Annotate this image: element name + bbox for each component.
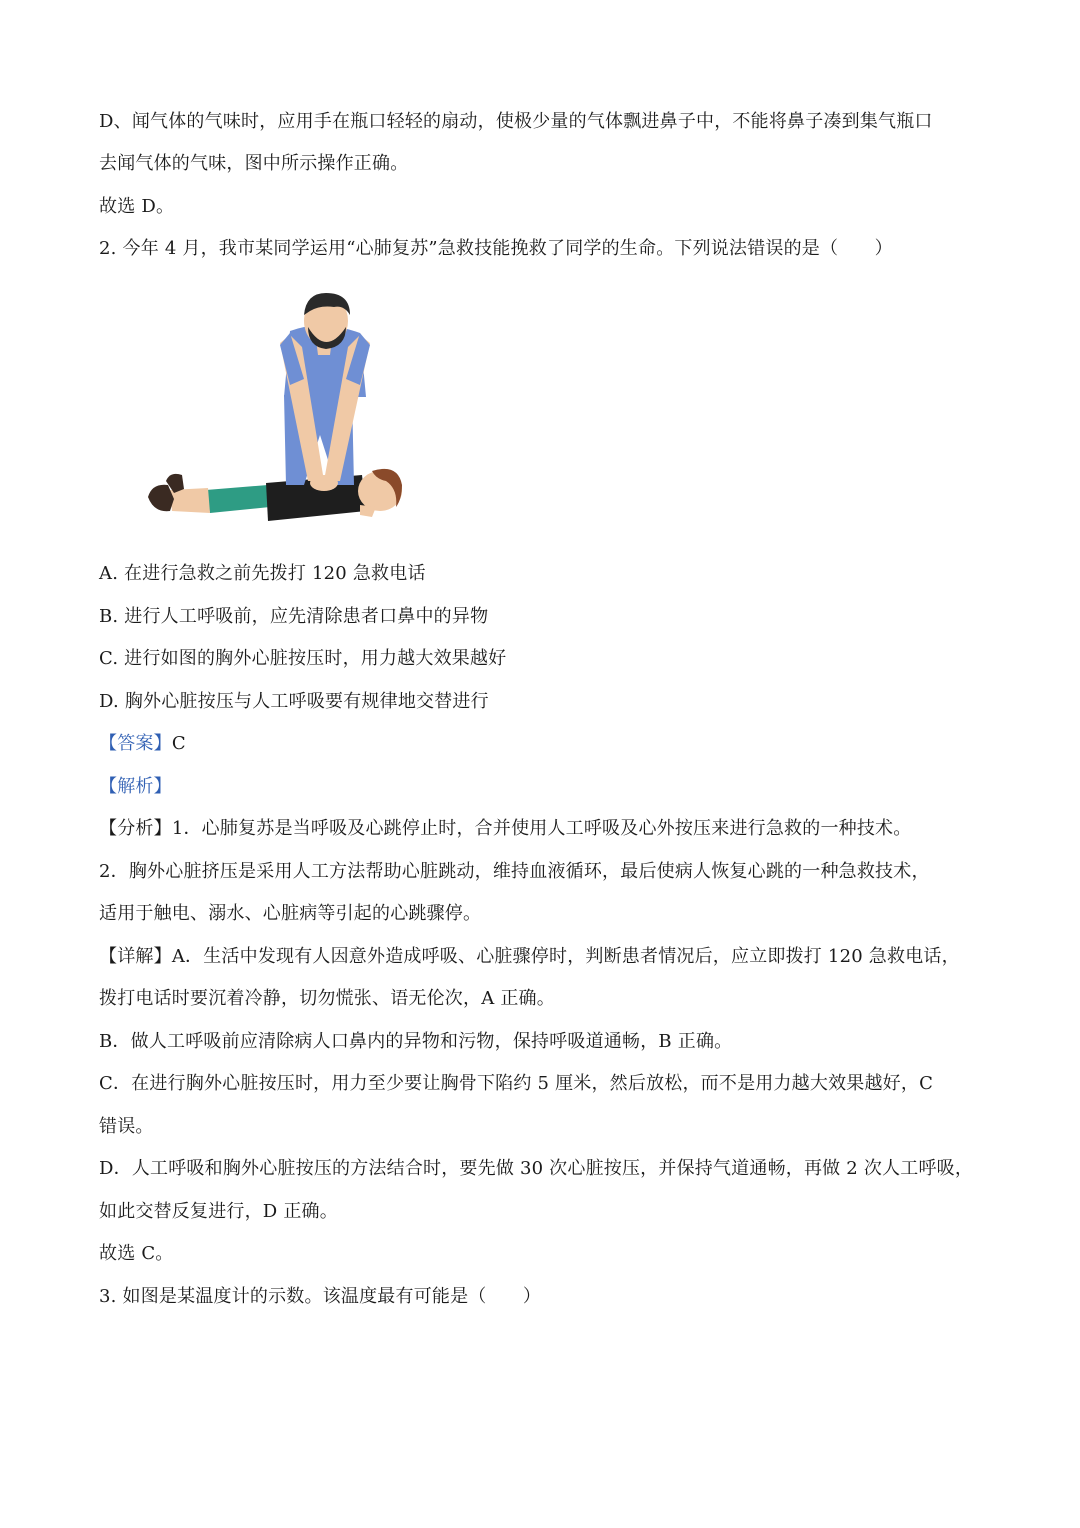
- prev-answer-line-1: D、闻气体的气味时，应用手在瓶口轻轻的扇动，使极少量的气体飘进鼻子中，不能将鼻子凑到集气瓶口: [99, 111, 933, 132]
- answer-value: C: [171, 733, 186, 754]
- answer-tag: 【答案】: [99, 733, 172, 754]
- prev-answer-conclusion: 故选 D。: [99, 196, 175, 217]
- option-a: A. 在进行急救之前先拨打 120 急救电话: [99, 563, 426, 584]
- xiangjie-line-d2: 如此交替反复进行，D 正确。: [99, 1201, 338, 1222]
- xiangjie-line-c1: C．在进行胸外心脏按压时，用力至少要让胸骨下陷约 5 厘米，然后放松，而不是用力越大效果越好，C: [99, 1073, 934, 1094]
- option-b: B. 进行人工呼吸前，应先清除患者口鼻中的异物: [99, 606, 489, 627]
- fenxi-line-2: 2．胸外心脏挤压是采用人工方法帮助心脏跳动，维持血液循环，最后使病人恢复心跳的一种急救技术，: [99, 861, 930, 882]
- fenxi-line-3: 适用于触电、溺水、心脏病等引起的心跳骤停。: [99, 903, 482, 924]
- cpr-illustration: [140, 285, 410, 530]
- xiangjie-tag: 【详解】: [99, 946, 172, 967]
- xiangjie-line-a1: [99, 945, 960, 969]
- xiangjie-line-b: B．做人工呼吸前应清除病人口鼻内的异物和污物，保持呼吸道通畅，B 正确。: [99, 1031, 733, 1052]
- analysis-tag: 【解析】: [99, 776, 172, 797]
- fenxi-text-1: 1．心肺复苏是当呼吸及心跳停止时，合并使用人工呼吸及心外按压来进行急救的一种技术。: [171, 818, 912, 839]
- xiangjie-line-a2: 拨打电话时要沉着冷静，切勿慌张、语无伦次，A 正确。: [99, 988, 555, 1009]
- option-c: C. 进行如图的胸外心脏按压时，用力越大效果越好: [99, 648, 507, 669]
- xiangjie-line-d1: D．人工呼吸和胸外心脏按压的方法结合时，要先做 30 次心脏按压，并保持气道通畅，再做 2 次人工呼吸，: [99, 1158, 974, 1179]
- question-2-stem: 2. 今年 4 月，我市某同学运用“心肺复苏”急救技能挽救了同学的生命。下列说法错误的是（ ）: [99, 238, 893, 259]
- answer-line: [99, 732, 186, 756]
- fenxi-line-1: [99, 817, 911, 841]
- fenxi-tag: 【分析】: [99, 818, 172, 839]
- question-2-conclusion: 故选 C。: [99, 1243, 174, 1264]
- xiangjie-a-text: A．生活中发现有人因意外造成呼吸、心脏骤停时，判断患者情况后，应立即拨打 120 急救电话，: [171, 946, 960, 967]
- option-d: D. 胸外心脏按压与人工呼吸要有规律地交替进行: [99, 691, 489, 712]
- question-3-stem: 3. 如图是某温度计的示数。该温度最有可能是（ ）: [99, 1286, 542, 1307]
- prev-answer-line-2: 去闻气体的气味，图中所示操作正确。: [99, 153, 409, 174]
- xiangjie-line-c2: 错误。: [99, 1116, 154, 1137]
